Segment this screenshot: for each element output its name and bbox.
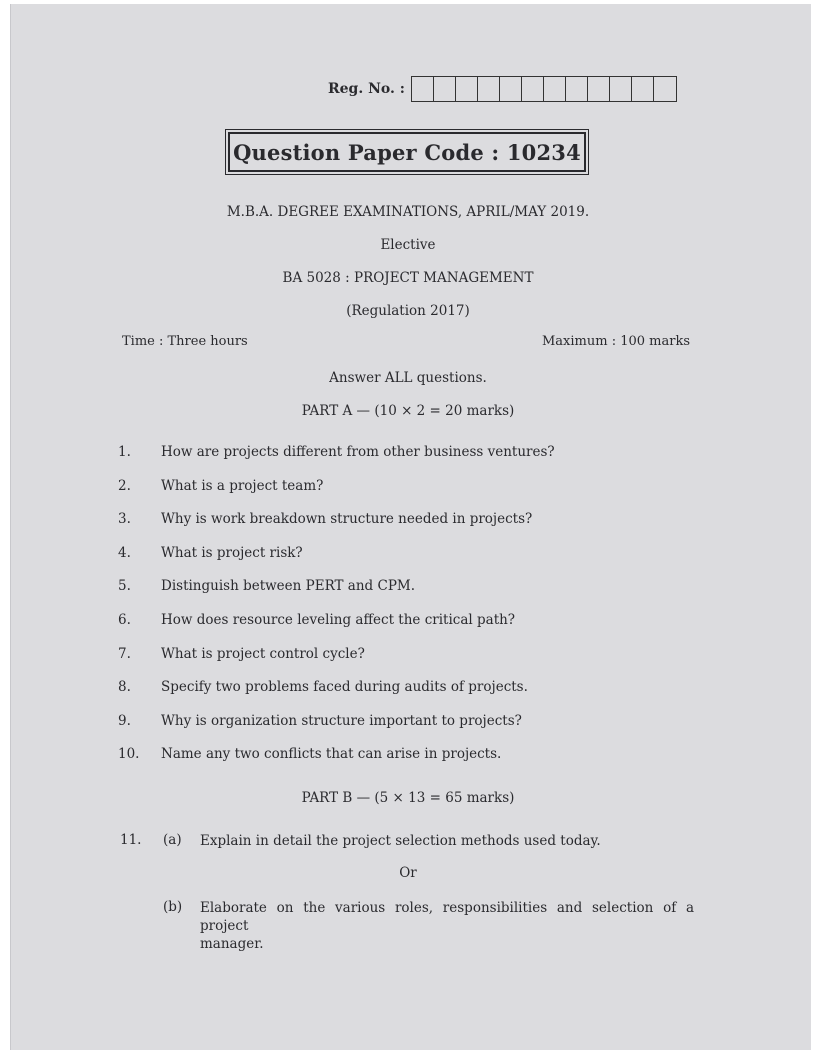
question-text: What is project risk? <box>161 545 303 561</box>
question-text: What is project control cycle? <box>161 646 365 662</box>
question-number: 8. <box>118 679 131 695</box>
subject-line: BA 5028 : PROJECT MANAGEMENT <box>282 270 534 286</box>
or-separator: Or <box>399 865 417 881</box>
question-text: How are projects different from other business ventures? <box>161 444 555 460</box>
reg-number-box <box>522 77 544 101</box>
reg-number-box <box>500 77 522 101</box>
reg-number-boxes <box>411 76 677 102</box>
part-b-heading: PART B — (5 × 13 = 65 marks) <box>301 790 515 806</box>
question-text: Specify two problems faced during audits of projects. <box>161 679 528 695</box>
reg-number-box <box>566 77 588 101</box>
reg-number-box <box>478 77 500 101</box>
question-number: 5. <box>118 578 131 594</box>
reg-number-box <box>588 77 610 101</box>
category-line: Elective <box>380 237 436 253</box>
question-text: What is a project team? <box>161 478 324 494</box>
reg-number-box <box>632 77 654 101</box>
sub-label: (a) <box>163 832 182 848</box>
reg-number-field <box>328 76 677 102</box>
question-number: 3. <box>118 511 131 527</box>
question-number: 9. <box>118 713 131 729</box>
question-number: 4. <box>118 545 131 561</box>
question-number: 1. <box>118 444 131 460</box>
question-text: Distinguish between PERT and CPM. <box>161 578 416 594</box>
question-text: Why is work breakdown structure needed in projects? <box>161 511 533 527</box>
sub-label: (b) <box>163 899 183 915</box>
part-a-heading: PART A — (10 × 2 = 20 marks) <box>301 403 515 419</box>
reg-number-box <box>434 77 456 101</box>
max-marks-label: Maximum : 100 marks <box>541 334 690 349</box>
instruction-line: Answer ALL questions. <box>329 370 487 386</box>
reg-number-box <box>610 77 632 101</box>
question-text: Name any two conflicts that can arise in projects. <box>161 746 502 762</box>
question-text: How does resource leveling affect the critical path? <box>161 612 516 628</box>
question-number: 11. <box>120 832 142 848</box>
time-label: Time : Three hours <box>122 334 248 349</box>
question-text: Explain in detail the project selection methods used today. <box>200 833 601 849</box>
question-text <box>200 899 694 953</box>
question-number: 10. <box>118 746 140 762</box>
question-number: 6. <box>118 612 131 628</box>
question-number: 7. <box>118 646 131 662</box>
time-marks-row <box>122 334 690 349</box>
question-text-line-2: manager. <box>200 936 264 952</box>
reg-number-box <box>456 77 478 101</box>
question-number: 2. <box>118 478 131 494</box>
regulation-line: (Regulation 2017) <box>346 303 470 319</box>
degree-line: M.B.A. DEGREE EXAMINATIONS, APRIL/MAY 2019. <box>226 204 590 220</box>
reg-number-box <box>412 77 434 101</box>
question-text: Why is organization structure important to projects? <box>161 713 522 729</box>
reg-number-box <box>544 77 566 101</box>
question-paper-code: Question Paper Code : 10234 <box>228 132 586 172</box>
reg-number-label: Reg. No. : <box>328 81 405 97</box>
reg-number-box <box>654 77 676 101</box>
question-text-line-1: Elaborate on the various roles, responsibilities and selection of a project <box>200 900 694 934</box>
